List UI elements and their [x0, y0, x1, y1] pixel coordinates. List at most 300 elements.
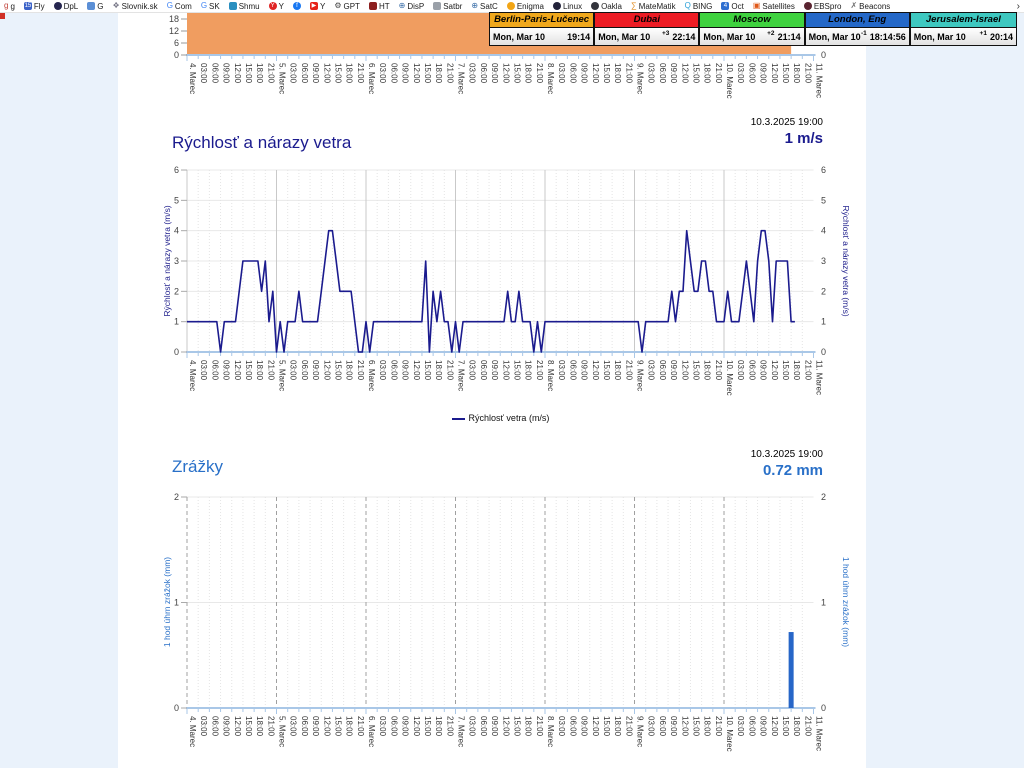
- x-tick-label: 06:00: [568, 716, 578, 737]
- x-tick-label: 11. Marec: [814, 716, 824, 751]
- y-tick-label: 3: [821, 256, 827, 267]
- x-tick-label: 09:00: [311, 63, 321, 84]
- x-tick-label: 18:00: [523, 360, 533, 381]
- clock-city-time-row: [806, 28, 909, 45]
- x-tick-label: 15:00: [512, 360, 522, 381]
- x-tick-label: 06:00: [568, 63, 578, 84]
- y-tick-label: 2: [173, 286, 179, 297]
- x-tick-label: 09:00: [579, 360, 589, 381]
- x-tick-label: 12:00: [232, 63, 242, 84]
- clock-utc-offset: -1: [860, 30, 867, 37]
- beacons-icon: ✗: [850, 1, 858, 10]
- x-tick-label: 11. Marec: [814, 63, 824, 98]
- x-tick-label: 09:00: [400, 360, 410, 381]
- y-tick-label: 5: [821, 195, 827, 206]
- x-tick-label: 18:00: [434, 360, 444, 381]
- x-tick-label: 06:00: [299, 63, 309, 84]
- x-tick-label: 09:00: [669, 716, 679, 737]
- x-tick-label: 15:00: [512, 63, 522, 84]
- gear-icon: ⚙: [334, 1, 342, 10]
- sk-icon: G: [200, 1, 208, 10]
- x-tick-label: 06:00: [657, 63, 667, 84]
- x-tick-label: 21:00: [445, 716, 455, 737]
- x-tick-label: 18:00: [613, 63, 623, 84]
- x-tick-label: 7. Marec: [456, 716, 466, 748]
- clock-date: Mon, Mar 10: [493, 31, 546, 42]
- y-tick-label: 0: [173, 50, 179, 60]
- x-tick-label: 21:00: [266, 63, 276, 84]
- x-tick-label: 06:00: [747, 63, 757, 84]
- bookmark-ht[interactable]: [369, 2, 390, 11]
- penguin-icon: [553, 2, 561, 10]
- x-tick-label: 15:00: [333, 63, 343, 84]
- y-tick-label: 6: [821, 165, 827, 176]
- clock-city-name: Berlin-Paris-Lučenec: [490, 13, 593, 28]
- x-tick-label: 12:00: [411, 716, 421, 737]
- x-tick-label: 12:00: [322, 360, 332, 381]
- bookmark-label: Shmu: [238, 1, 260, 11]
- x-tick-label: 09:00: [490, 360, 500, 381]
- x-tick-label: 8. Marec: [546, 63, 556, 95]
- bookmark-search[interactable]: [685, 2, 713, 11]
- x-tick-label: 21:00: [445, 63, 455, 84]
- clock-time: 20:14: [989, 31, 1013, 42]
- bookmark-enigma[interactable]: [507, 2, 544, 11]
- globe-icon: ⊕: [398, 1, 406, 10]
- x-tick-label: 03:00: [467, 63, 477, 84]
- bookmark-label: SK: [209, 1, 220, 11]
- x-tick-label: 21:00: [534, 360, 544, 381]
- clock-city: [806, 13, 911, 45]
- x-tick-label: 9. Marec: [635, 716, 645, 748]
- x-tick-label: 15:00: [780, 716, 790, 737]
- x-tick-label: 21:00: [355, 63, 365, 84]
- clock-city: [595, 13, 700, 45]
- x-tick-label: 06:00: [389, 360, 399, 381]
- x-tick-label: 12:00: [680, 360, 690, 381]
- x-tick-label: 03:00: [736, 63, 746, 84]
- bookmark-sk[interactable]: [201, 2, 220, 11]
- y-tick-label: 5: [173, 195, 179, 206]
- x-tick-label: 18:00: [792, 716, 802, 737]
- x-tick-label: 12:00: [232, 360, 242, 381]
- x-tick-label: 21:00: [534, 716, 544, 737]
- y-tick-label: 0: [173, 703, 179, 713]
- x-tick-label: 12:00: [680, 716, 690, 737]
- x-tick-label: 21:00: [713, 63, 723, 84]
- x-tick-label: 18:00: [434, 63, 444, 84]
- clock-date: Mon, Mar 10: [703, 31, 756, 42]
- x-tick-label: 18:00: [255, 360, 265, 381]
- x-tick-label: 06:00: [478, 360, 488, 381]
- precip-chart-timestamp: 10.3.2025 19:00: [750, 449, 823, 460]
- bookmark-gear[interactable]: [334, 2, 360, 11]
- bookmark-dpl[interactable]: [54, 2, 79, 11]
- facebook-icon: f: [293, 2, 301, 10]
- dpl-icon: [54, 2, 62, 10]
- oakla-icon: [591, 2, 599, 10]
- bookmark-label: Com: [174, 1, 192, 11]
- bookmark-y[interactable]: [269, 2, 284, 11]
- x-tick-label: 03:00: [199, 63, 209, 84]
- bookmark-facebook[interactable]: [293, 2, 301, 10]
- x-tick-label: 18:00: [613, 716, 623, 737]
- x-tick-label: 18:00: [344, 63, 354, 84]
- x-tick-label: 12:00: [769, 360, 779, 381]
- x-tick-label: 8. Marec: [546, 716, 556, 748]
- x-tick-label: 06:00: [657, 360, 667, 381]
- bookmark-beacons[interactable]: [850, 2, 890, 11]
- x-tick-label: 21:00: [713, 716, 723, 737]
- x-tick-label: 15:00: [422, 63, 432, 84]
- x-tick-label: 18:00: [702, 63, 712, 84]
- x-tick-label: 06:00: [747, 360, 757, 381]
- x-tick-label: 12:00: [411, 63, 421, 84]
- x-tick-label: 09:00: [579, 63, 589, 84]
- x-tick-label: 12:00: [590, 360, 600, 381]
- clock-city: [490, 13, 595, 45]
- bookmark-label: Satellites: [762, 1, 795, 11]
- x-tick-label: 11. Marec: [814, 360, 824, 395]
- x-tick-label: 18:00: [613, 360, 623, 381]
- clock-time: 21:14: [777, 31, 801, 42]
- x-tick-label: 12:00: [769, 63, 779, 84]
- x-tick-label: 6. Marec: [367, 63, 377, 95]
- y-tick-label: 4: [173, 225, 179, 236]
- x-tick-label: 4. Marec: [188, 360, 197, 392]
- x-tick-label: 15:00: [780, 360, 790, 381]
- x-tick-label: 18:00: [792, 360, 802, 381]
- x-tick-label: 03:00: [467, 360, 477, 381]
- globe-icon: ⊕: [471, 1, 479, 10]
- bookmark-fly[interactable]: [24, 2, 45, 11]
- x-tick-label: 03:00: [557, 360, 567, 381]
- clock-time: 18:14:56: [869, 31, 906, 42]
- wind-legend: [187, 413, 814, 423]
- x-tick-label: 15:00: [601, 360, 611, 381]
- precip-current-value: 0.72 mm: [762, 462, 823, 479]
- x-tick-label: 21:00: [445, 360, 455, 381]
- x-tick-label: 18:00: [434, 716, 444, 737]
- enigma-icon: [507, 2, 515, 10]
- x-tick-label: 06:00: [657, 716, 667, 737]
- clock-time: 19:14: [567, 31, 591, 42]
- y-tick-label: 4: [821, 225, 827, 236]
- x-tick-label: 03:00: [199, 716, 209, 737]
- x-tick-label: 21:00: [803, 360, 813, 381]
- x-tick-label: 4. Marec: [188, 63, 197, 95]
- x-tick-label: 09:00: [579, 716, 589, 737]
- y-icon: Y: [270, 3, 275, 9]
- bookmark-label: BING: [692, 1, 713, 11]
- y-tick-label: 0: [821, 347, 827, 357]
- red-mark: [0, 13, 5, 19]
- x-tick-label: 03:00: [736, 360, 746, 381]
- x-tick-label: 09:00: [311, 716, 321, 737]
- y-axis-title: Rýchlosť a nárazy vetra (m/s): [162, 205, 172, 317]
- x-tick-label: 10. Marec: [725, 716, 735, 752]
- x-tick-label: 9. Marec: [635, 63, 645, 95]
- precip-chart-svg: [118, 487, 866, 768]
- search-icon: Q: [684, 1, 691, 10]
- bookmark-g[interactable]: [87, 2, 103, 11]
- x-tick-label: 12:00: [769, 716, 779, 737]
- x-tick-label: 12:00: [501, 63, 511, 84]
- x-tick-label: 21:00: [355, 360, 365, 381]
- x-tick-label: 5. Marec: [277, 63, 287, 95]
- x-tick-label: 18:00: [792, 63, 802, 84]
- bookmark-slovnik.sk[interactable]: [113, 2, 158, 11]
- y-tick-label: 0: [173, 347, 179, 357]
- x-tick-label: 10. Marec: [725, 360, 735, 396]
- clock-city-name: Jerusalem-Israel: [911, 13, 1016, 28]
- x-tick-label: 12:00: [411, 360, 421, 381]
- x-tick-label: 18:00: [702, 716, 712, 737]
- x-tick-label: 18:00: [523, 63, 533, 84]
- bookmark-label: Linux: [562, 1, 583, 11]
- x-tick-label: 06:00: [210, 360, 220, 381]
- x-tick-label: 06:00: [389, 63, 399, 84]
- x-tick-label: 15:00: [691, 63, 701, 84]
- y-tick-label: 2: [821, 286, 827, 297]
- satbr-icon: [433, 2, 441, 10]
- x-tick-label: 18:00: [702, 360, 712, 381]
- y-axis-title: 1 hod úhrn zrážok (mm): [841, 556, 851, 648]
- fly-icon: 15: [24, 3, 32, 9]
- precip-chart-title: Zrážky: [172, 457, 223, 476]
- x-tick-label: 06:00: [568, 360, 578, 381]
- x-tick-label: 06:00: [210, 716, 220, 737]
- x-tick-label: 5. Marec: [277, 360, 287, 392]
- x-tick-label: 8. Marec: [546, 360, 556, 392]
- x-tick-label: 09:00: [311, 360, 321, 381]
- com-icon: G: [166, 1, 173, 10]
- satellites-icon: ▣: [752, 1, 761, 10]
- x-tick-label: 7. Marec: [456, 360, 466, 392]
- bookmark-satbr[interactable]: [433, 2, 462, 11]
- x-tick-label: 18:00: [523, 716, 533, 737]
- bookmark-label: Beacons: [859, 1, 891, 11]
- x-tick-label: 21:00: [624, 63, 634, 84]
- wind-chart-title: Rýchlosť a nárazy vetra: [172, 133, 352, 152]
- bookmark-label: EBSpro: [813, 1, 842, 11]
- x-tick-label: 06:00: [478, 63, 488, 84]
- wind-current-value: 1 m/s: [784, 130, 823, 147]
- slovnik.sk-icon: ❖: [112, 1, 120, 10]
- bookmark-matematik[interactable]: [631, 2, 676, 11]
- x-tick-label: 6. Marec: [367, 360, 377, 392]
- x-tick-label: 12:00: [322, 63, 332, 84]
- x-tick-label: 18:00: [344, 360, 354, 381]
- x-tick-label: 4. Marec: [188, 716, 197, 748]
- bookmark-label: Oakla: [601, 1, 622, 11]
- wind-chart-svg: [118, 160, 866, 410]
- x-tick-label: 7. Marec: [456, 63, 466, 95]
- x-tick-label: 15:00: [243, 63, 253, 84]
- x-tick-label: 15:00: [333, 716, 343, 737]
- x-tick-label: 21:00: [534, 63, 544, 84]
- clock-date: Mon, Mar 10: [913, 31, 966, 42]
- x-tick-label: 21:00: [266, 360, 276, 381]
- x-tick-label: 21:00: [803, 716, 813, 737]
- y-tick-label: 18: [168, 14, 179, 24]
- x-tick-label: 21:00: [266, 716, 276, 737]
- x-tick-label: 9. Marec: [635, 360, 645, 392]
- clock-city-name: Dubai: [595, 13, 698, 28]
- oct-icon: 4: [721, 2, 729, 10]
- clock-date: Mon, Mar 10: [808, 31, 861, 42]
- g-icon: g: [4, 1, 9, 10]
- bookmark-label: Y: [278, 1, 284, 11]
- x-tick-label: 03:00: [199, 360, 209, 381]
- y-tick-label: 6: [173, 165, 179, 176]
- g-icon: [87, 2, 95, 10]
- matematik-icon: ∑: [630, 1, 637, 10]
- x-tick-label: 06:00: [478, 716, 488, 737]
- y-tick-label: 1: [821, 316, 827, 327]
- x-tick-label: 09:00: [400, 63, 410, 84]
- clock-time: 22:14: [672, 31, 696, 42]
- x-tick-label: 03:00: [288, 63, 298, 84]
- bookmark-label: MateMatik: [638, 1, 676, 11]
- x-tick-label: 03:00: [288, 360, 298, 381]
- clock-city: [911, 13, 1016, 45]
- x-tick-label: 15:00: [691, 716, 701, 737]
- x-tick-label: 06:00: [210, 63, 220, 84]
- y-tick-label: 12: [168, 26, 179, 36]
- x-tick-label: 15:00: [333, 360, 343, 381]
- x-tick-label: 21:00: [713, 360, 723, 381]
- x-tick-label: 03:00: [646, 716, 656, 737]
- x-tick-label: 5. Marec: [277, 716, 287, 748]
- x-tick-label: 15:00: [601, 63, 611, 84]
- x-tick-label: 09:00: [221, 360, 231, 381]
- clock-city-name: Moscow: [700, 13, 803, 28]
- x-tick-label: 09:00: [400, 716, 410, 737]
- x-tick-label: 09:00: [221, 716, 231, 737]
- x-tick-label: 15:00: [422, 716, 432, 737]
- bookmark-label: Enigma: [516, 1, 544, 11]
- y-tick-label: 2: [173, 492, 179, 502]
- y-tick-label: 3: [173, 256, 179, 267]
- clock-utc-offset: +3: [661, 30, 670, 37]
- bookmark-g[interactable]: [4, 2, 15, 11]
- bookmark-label: Oct: [731, 1, 744, 11]
- x-tick-label: 15:00: [780, 63, 790, 84]
- x-tick-label: 09:00: [490, 63, 500, 84]
- clock-utc-offset: +1: [979, 30, 987, 37]
- shmu-icon: [229, 2, 237, 10]
- precip-bar[interactable]: [789, 632, 794, 708]
- bookmark-label: Satbr: [443, 1, 463, 11]
- x-tick-label: 21:00: [624, 360, 634, 381]
- youtube-icon: ▶: [311, 3, 317, 9]
- bookmark-com[interactable]: [167, 2, 192, 11]
- x-tick-label: 18:00: [255, 63, 265, 84]
- x-tick-label: 06:00: [747, 716, 757, 737]
- clock-city-name: London, Eng: [806, 13, 909, 28]
- x-tick-label: 15:00: [691, 360, 701, 381]
- y-tick-label: 1: [821, 597, 827, 608]
- bookmark-label: DpL: [63, 1, 79, 11]
- bookmark-label: Y: [319, 1, 326, 11]
- x-tick-label: 12:00: [590, 63, 600, 84]
- x-tick-label: 09:00: [758, 716, 768, 737]
- x-tick-label: 12:00: [680, 63, 690, 84]
- y-axis-title: 1 hod úhrn zrážok (mm): [162, 556, 172, 648]
- x-tick-label: 18:00: [255, 716, 265, 737]
- x-tick-label: 15:00: [243, 360, 253, 381]
- x-tick-label: 12:00: [232, 716, 242, 737]
- clock-utc-offset: +2: [767, 30, 775, 37]
- clock-city-time-row: [595, 28, 698, 45]
- x-tick-label: 15:00: [601, 716, 611, 737]
- x-tick-label: 12:00: [501, 360, 511, 381]
- x-tick-label: 6. Marec: [367, 716, 377, 748]
- x-tick-label: 06:00: [299, 360, 309, 381]
- bookmark-shmu[interactable]: [229, 2, 260, 11]
- bookmark-globe[interactable]: [471, 2, 498, 11]
- wind-legend-line-icon: [452, 418, 465, 420]
- y-tick-label: 1: [173, 316, 179, 327]
- y-tick-label: 6: [173, 38, 179, 48]
- x-tick-label: 06:00: [389, 716, 399, 737]
- bookmark-label: Slovnik.sk: [121, 1, 158, 11]
- bookmark-youtube[interactable]: [310, 2, 325, 11]
- ebspro-icon: [804, 2, 812, 10]
- bookmark-penguin[interactable]: [553, 2, 582, 11]
- clock-date: Mon, Mar 10: [598, 31, 651, 42]
- x-tick-label: 21:00: [803, 63, 813, 84]
- bookmark-oct[interactable]: [721, 2, 743, 11]
- x-tick-label: 12:00: [590, 716, 600, 737]
- x-tick-label: 21:00: [624, 716, 634, 737]
- x-tick-label: 03:00: [646, 360, 656, 381]
- x-tick-label: 12:00: [322, 716, 332, 737]
- x-tick-label: 06:00: [299, 716, 309, 737]
- x-tick-label: 03:00: [467, 716, 477, 737]
- wind-legend-label: Rýchlosť vetra (m/s): [468, 413, 550, 423]
- x-tick-label: 09:00: [221, 63, 231, 84]
- bookmark-label: DisP: [407, 1, 425, 11]
- y-tick-label: 2: [821, 492, 827, 502]
- bookmark-ebspro[interactable]: [804, 2, 842, 11]
- x-tick-label: 15:00: [512, 716, 522, 737]
- x-tick-label: 09:00: [758, 360, 768, 381]
- y-tick-label: 0: [821, 703, 827, 713]
- bookmark-label: SatC: [480, 1, 498, 11]
- x-tick-label: 09:00: [490, 716, 500, 737]
- bookmark-oakla[interactable]: [591, 2, 622, 11]
- bookmark-label: Fly: [33, 1, 45, 11]
- x-tick-label: 03:00: [736, 716, 746, 737]
- world-clock-widget: [489, 12, 1017, 46]
- bookmark-globe[interactable]: [399, 2, 425, 11]
- x-tick-label: 10. Marec: [725, 63, 735, 99]
- x-tick-label: 15:00: [422, 360, 432, 381]
- x-tick-label: 15:00: [243, 716, 253, 737]
- x-tick-label: 18:00: [344, 716, 354, 737]
- x-tick-label: 09:00: [758, 63, 768, 84]
- clock-city-time-row: [700, 28, 803, 45]
- x-tick-label: 03:00: [557, 63, 567, 84]
- bookmarks-overflow-chevron-icon[interactable]: ›: [1016, 0, 1020, 12]
- x-tick-label: 03:00: [288, 716, 298, 737]
- bookmark-satellites[interactable]: [753, 2, 795, 11]
- bookmark-label: g: [10, 1, 15, 11]
- x-tick-label: 21:00: [355, 716, 365, 737]
- x-tick-label: 09:00: [669, 63, 679, 84]
